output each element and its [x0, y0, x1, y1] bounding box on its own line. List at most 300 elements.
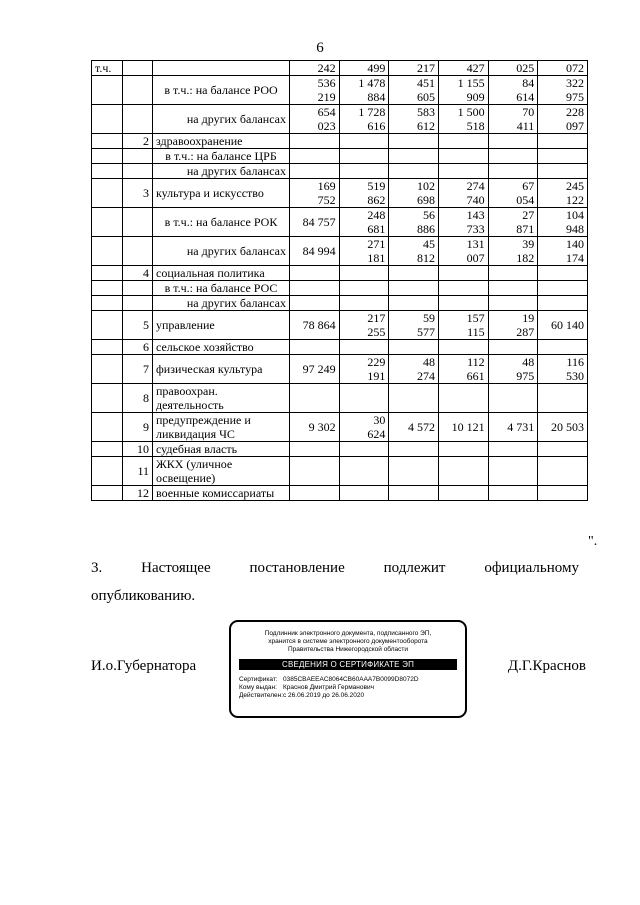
value-line: 60 140 [551, 318, 584, 332]
value-cell [339, 457, 389, 486]
value-line: 255 [367, 325, 386, 339]
value-line: 245 [566, 179, 584, 193]
table-row [92, 237, 588, 266]
row-number-cell: 11 [123, 457, 153, 486]
value-cell [538, 355, 588, 384]
value-line: 181 [367, 251, 386, 265]
value-line: 322 [566, 76, 584, 90]
row-label-cell: физическая культура [153, 355, 290, 384]
value-cell [290, 134, 340, 149]
stamp-header-line: Подлинник электронного документа, подписанного ЭП, [264, 630, 432, 637]
stamp-certificate-label: Сертификат: [239, 676, 278, 683]
value-cell [389, 237, 439, 266]
table-row [92, 134, 588, 149]
value-cell [538, 149, 588, 164]
value-line: 274 [416, 369, 435, 383]
value-cell [339, 266, 389, 281]
value-cell [290, 413, 340, 442]
value-cell [389, 76, 439, 105]
row-label-cell: на других балансах [153, 296, 290, 311]
value-line: 157 [466, 311, 485, 325]
value-cell [389, 134, 439, 149]
row-number-cell: 8 [123, 384, 153, 413]
digital-signature-stamp [229, 620, 467, 718]
value-line: 871 [516, 222, 535, 236]
value-cell [488, 164, 538, 179]
value-cell [488, 311, 538, 340]
row-label-cell: предупреждение и ликвидация ЧС [153, 413, 290, 442]
value-line: 229 [367, 355, 386, 369]
value-cell [339, 281, 389, 296]
value-cell [438, 149, 488, 164]
value-line: 577 [416, 325, 435, 339]
value-cell [389, 355, 439, 384]
value-line: 191 [367, 369, 386, 383]
row-label-cell: на других балансах [153, 237, 290, 266]
stamp-issued-line [239, 684, 457, 692]
table-row [92, 384, 588, 413]
stamp-valid-value: с 26.06.2019 до 26.06.2020 [283, 692, 365, 699]
stamp-certificate-line [239, 676, 457, 684]
row-number-cell: 7 [123, 355, 153, 384]
row-label-cell: на других балансах [153, 105, 290, 134]
value-line: 20 503 [551, 420, 584, 434]
stamp-issued-value: Краснов Дмитрий Германович [283, 684, 374, 691]
row-prefix-cell [92, 486, 123, 501]
row-number-cell [123, 61, 153, 76]
value-cell [488, 237, 538, 266]
value-line: 518 [466, 119, 485, 133]
value-line: 583 [416, 105, 435, 119]
table-row [92, 340, 588, 355]
value-cell [538, 457, 588, 486]
row-prefix-cell [92, 384, 123, 413]
value-cell [339, 164, 389, 179]
value-cell [538, 442, 588, 457]
row-number-cell: 12 [123, 486, 153, 501]
value-cell [339, 442, 389, 457]
page-number: 6 [316, 40, 324, 56]
value-line: 102 [416, 179, 435, 193]
row-prefix-cell [92, 355, 123, 384]
value-cell [339, 179, 389, 208]
value-line: 116 [566, 355, 584, 369]
row-label-cell: социальная политика [153, 266, 290, 281]
value-line: 499 [367, 61, 386, 75]
value-line: 862 [367, 193, 386, 207]
row-label-cell: культура и искусство [153, 179, 290, 208]
value-cell [389, 105, 439, 134]
table-row [92, 311, 588, 340]
paragraph-3: 3. Настоящее постановление подлежит официальному [91, 560, 579, 576]
row-prefix-cell [92, 457, 123, 486]
value-cell [438, 384, 488, 413]
value-cell [339, 237, 389, 266]
value-cell [538, 179, 588, 208]
value-line: 948 [566, 222, 584, 236]
value-cell [389, 457, 439, 486]
table-row [92, 164, 588, 179]
value-line: 975 [516, 369, 535, 383]
value-cell [438, 281, 488, 296]
value-line: 023 [317, 119, 336, 133]
value-line: 605 [416, 90, 435, 104]
value-line: 733 [466, 222, 485, 236]
value-cell [538, 384, 588, 413]
value-cell [339, 149, 389, 164]
row-number-cell: 6 [123, 340, 153, 355]
row-number-cell: 3 [123, 179, 153, 208]
value-cell [488, 149, 538, 164]
table-row [92, 76, 588, 105]
value-cell [438, 208, 488, 237]
value-cell [290, 237, 340, 266]
stamp-issued-label: Кому выдан: [239, 684, 277, 691]
value-cell [290, 486, 340, 501]
value-cell [538, 413, 588, 442]
stamp-header-line: Правительства Нижегородской области [287, 646, 409, 653]
value-cell [438, 237, 488, 266]
table-row [92, 355, 588, 384]
value-cell [339, 61, 389, 76]
value-cell [339, 76, 389, 105]
value-cell [538, 340, 588, 355]
row-prefix-cell [92, 311, 123, 340]
row-number-cell: 4 [123, 266, 153, 281]
table-row [92, 179, 588, 208]
value-line: 140 [566, 237, 584, 251]
value-line: 84 994 [302, 244, 336, 258]
value-line: 104 [566, 208, 584, 222]
value-cell [290, 208, 340, 237]
value-cell [488, 266, 538, 281]
value-cell [488, 134, 538, 149]
value-cell [290, 355, 340, 384]
value-line: 9 302 [308, 420, 336, 434]
value-cell [389, 340, 439, 355]
value-cell [438, 442, 488, 457]
row-label-cell: управление [153, 311, 290, 340]
budget-table [91, 60, 588, 501]
table-row [92, 281, 588, 296]
row-label-cell: ЖКХ (уличное освещение) [153, 457, 290, 486]
row-label-cell: сельское хозяйство [153, 340, 290, 355]
value-line: 45 [422, 237, 435, 251]
value-cell [290, 457, 340, 486]
value-line: 115 [467, 325, 485, 339]
value-line: 59 [422, 311, 435, 325]
value-line: 182 [516, 251, 535, 265]
row-label-cell: судебная власть [153, 442, 290, 457]
value-cell [389, 384, 439, 413]
table-row [92, 105, 588, 134]
value-line: 274 [466, 179, 485, 193]
row-label-cell: в т.ч.: на балансе РОК [153, 208, 290, 237]
value-cell [389, 61, 439, 76]
closing-quote: ". [588, 534, 598, 549]
value-cell [438, 164, 488, 179]
value-cell [538, 486, 588, 501]
value-cell [339, 208, 389, 237]
value-line: 228 [566, 105, 584, 119]
paragraph-3-continuation: опубликованию. [91, 588, 196, 604]
value-cell [290, 311, 340, 340]
value-line: 39 [522, 237, 535, 251]
value-cell [538, 296, 588, 311]
value-line: 536 [317, 76, 336, 90]
value-line: 007 [466, 251, 485, 265]
value-cell [389, 311, 439, 340]
row-number-cell: 2 [123, 134, 153, 149]
value-cell [488, 413, 538, 442]
value-line: 886 [416, 222, 435, 236]
value-line: 025 [516, 61, 535, 75]
value-cell [438, 134, 488, 149]
value-line: 909 [466, 90, 485, 104]
value-line: 1 728 [358, 105, 386, 119]
value-cell [438, 61, 488, 76]
value-line: 614 [516, 90, 535, 104]
value-cell [290, 76, 340, 105]
value-cell [538, 134, 588, 149]
value-cell [290, 281, 340, 296]
table-row [92, 413, 588, 442]
value-line: 67 [522, 179, 535, 193]
value-line: 661 [466, 369, 485, 383]
stamp-valid-line [239, 692, 457, 700]
value-cell [488, 384, 538, 413]
value-cell [339, 134, 389, 149]
value-cell [389, 179, 439, 208]
row-prefix-cell [92, 76, 123, 105]
value-line: 27 [522, 208, 535, 222]
table-row [92, 457, 588, 486]
budget-table-body [92, 61, 588, 501]
value-line: 752 [317, 193, 336, 207]
table-row [92, 149, 588, 164]
value-line: 97 249 [302, 362, 336, 376]
value-cell [339, 355, 389, 384]
value-line: 975 [566, 90, 584, 104]
value-cell [389, 164, 439, 179]
value-cell [488, 355, 538, 384]
row-prefix-cell [92, 413, 123, 442]
value-line: 072 [566, 61, 584, 75]
table-row [92, 208, 588, 237]
value-line: 681 [367, 222, 386, 236]
value-cell [438, 340, 488, 355]
row-prefix-cell [92, 149, 123, 164]
value-line: 097 [566, 119, 584, 133]
value-line: 122 [566, 193, 584, 207]
table-row [92, 296, 588, 311]
value-line: 287 [516, 325, 535, 339]
row-number-cell [123, 164, 153, 179]
value-cell [339, 296, 389, 311]
value-line: 10 121 [451, 420, 485, 434]
value-cell [389, 413, 439, 442]
row-number-cell [123, 76, 153, 105]
row-label-cell [153, 61, 290, 76]
value-cell [339, 413, 389, 442]
value-line: 131 [466, 237, 485, 251]
value-line: 56 [422, 208, 435, 222]
value-cell [538, 311, 588, 340]
value-line: 48 [422, 355, 435, 369]
value-line: 174 [566, 251, 584, 265]
value-cell [438, 355, 488, 384]
row-number-cell: 9 [123, 413, 153, 442]
value-cell [290, 340, 340, 355]
value-line: 624 [367, 427, 386, 441]
value-cell [438, 311, 488, 340]
value-line: 1 478 [358, 76, 386, 90]
value-cell [538, 76, 588, 105]
value-cell [290, 164, 340, 179]
value-cell [538, 237, 588, 266]
value-cell [488, 179, 538, 208]
value-line: 19 [522, 311, 535, 325]
value-cell [339, 311, 389, 340]
value-line: 84 [522, 76, 535, 90]
value-cell [538, 105, 588, 134]
row-number-cell [123, 149, 153, 164]
value-line: 612 [416, 119, 435, 133]
value-cell [438, 457, 488, 486]
row-prefix-cell [92, 237, 123, 266]
value-cell [438, 105, 488, 134]
row-prefix-cell [92, 105, 123, 134]
value-cell [438, 413, 488, 442]
value-line: 143 [466, 208, 485, 222]
value-cell [488, 208, 538, 237]
value-line: 812 [416, 251, 435, 265]
value-cell [438, 76, 488, 105]
value-line: 411 [516, 119, 535, 133]
value-cell [488, 486, 538, 501]
value-line: 884 [367, 90, 386, 104]
table-row [92, 486, 588, 501]
value-cell [290, 384, 340, 413]
row-label-cell: в т.ч.: на балансе РОО [153, 76, 290, 105]
value-cell [488, 281, 538, 296]
row-number-cell: 10 [123, 442, 153, 457]
value-cell [290, 296, 340, 311]
signatory-title: И.о.Губернатора [91, 658, 197, 674]
row-prefix-cell [92, 340, 123, 355]
row-prefix-cell: т.ч. [92, 61, 123, 76]
value-cell [488, 442, 538, 457]
value-cell [290, 105, 340, 134]
row-label-cell: военные комиссариаты [153, 486, 290, 501]
value-line: 519 [367, 179, 386, 193]
value-line: 217 [416, 61, 435, 75]
row-label-cell: правоохран. деятельность [153, 384, 290, 413]
value-line: 271 [367, 237, 386, 251]
value-line: 4 572 [407, 420, 435, 434]
value-line: 217 [367, 311, 386, 325]
value-line: 616 [367, 119, 386, 133]
row-number-cell [123, 281, 153, 296]
stamp-banner: СВЕДЕНИЯ О СЕРТИФИКАТЕ ЭП [239, 659, 457, 670]
row-prefix-cell [92, 442, 123, 457]
value-line: 054 [516, 193, 535, 207]
row-prefix-cell [92, 134, 123, 149]
row-number-cell [123, 296, 153, 311]
value-line: 112 [467, 355, 485, 369]
value-cell [290, 266, 340, 281]
value-cell [389, 442, 439, 457]
value-cell [538, 61, 588, 76]
value-line: 169 [317, 179, 336, 193]
value-cell [538, 281, 588, 296]
signatory-name: Д.Г.Краснов [507, 658, 586, 674]
value-cell [488, 457, 538, 486]
value-cell [339, 486, 389, 501]
value-cell [538, 164, 588, 179]
value-line: 219 [317, 90, 336, 104]
table-row [92, 442, 588, 457]
value-line: 740 [466, 193, 485, 207]
value-cell [290, 179, 340, 208]
value-line: 1 500 [457, 105, 485, 119]
row-prefix-cell [92, 281, 123, 296]
value-cell [438, 179, 488, 208]
value-cell [389, 486, 439, 501]
value-line: 427 [466, 61, 485, 75]
value-cell [339, 105, 389, 134]
value-line: 1 155 [457, 76, 485, 90]
row-label-cell: в т.ч.: на балансе ЦРБ [153, 149, 290, 164]
stamp-valid-label: Действителен: [239, 692, 284, 699]
value-cell [290, 149, 340, 164]
row-label-cell: на других балансах [153, 164, 290, 179]
row-prefix-cell [92, 164, 123, 179]
value-line: 48 [522, 355, 535, 369]
value-line: 84 757 [302, 215, 336, 229]
row-prefix-cell [92, 296, 123, 311]
stamp-details [239, 676, 457, 700]
row-number-cell [123, 237, 153, 266]
value-cell [538, 266, 588, 281]
value-line: 654 [317, 105, 336, 119]
row-prefix-cell [92, 208, 123, 237]
table-row [92, 61, 588, 76]
row-prefix-cell [92, 179, 123, 208]
value-cell [538, 208, 588, 237]
stamp-header-line: хранится в системе электронного документооборота [268, 638, 428, 645]
value-cell [389, 149, 439, 164]
value-line: 78 864 [302, 318, 336, 332]
row-number-cell: 5 [123, 311, 153, 340]
value-cell [389, 208, 439, 237]
value-cell [339, 340, 389, 355]
value-line: 698 [416, 193, 435, 207]
value-cell [488, 61, 538, 76]
value-cell [488, 340, 538, 355]
value-line: 451 [416, 76, 435, 90]
value-cell [438, 266, 488, 281]
value-line: 70 [522, 105, 535, 119]
value-cell [389, 281, 439, 296]
value-cell [290, 61, 340, 76]
value-cell [488, 76, 538, 105]
value-line: 248 [367, 208, 386, 222]
row-prefix-cell [92, 266, 123, 281]
stamp-header [231, 630, 465, 654]
row-label-cell: в т.ч.: на балансе РОС [153, 281, 290, 296]
value-cell [389, 266, 439, 281]
